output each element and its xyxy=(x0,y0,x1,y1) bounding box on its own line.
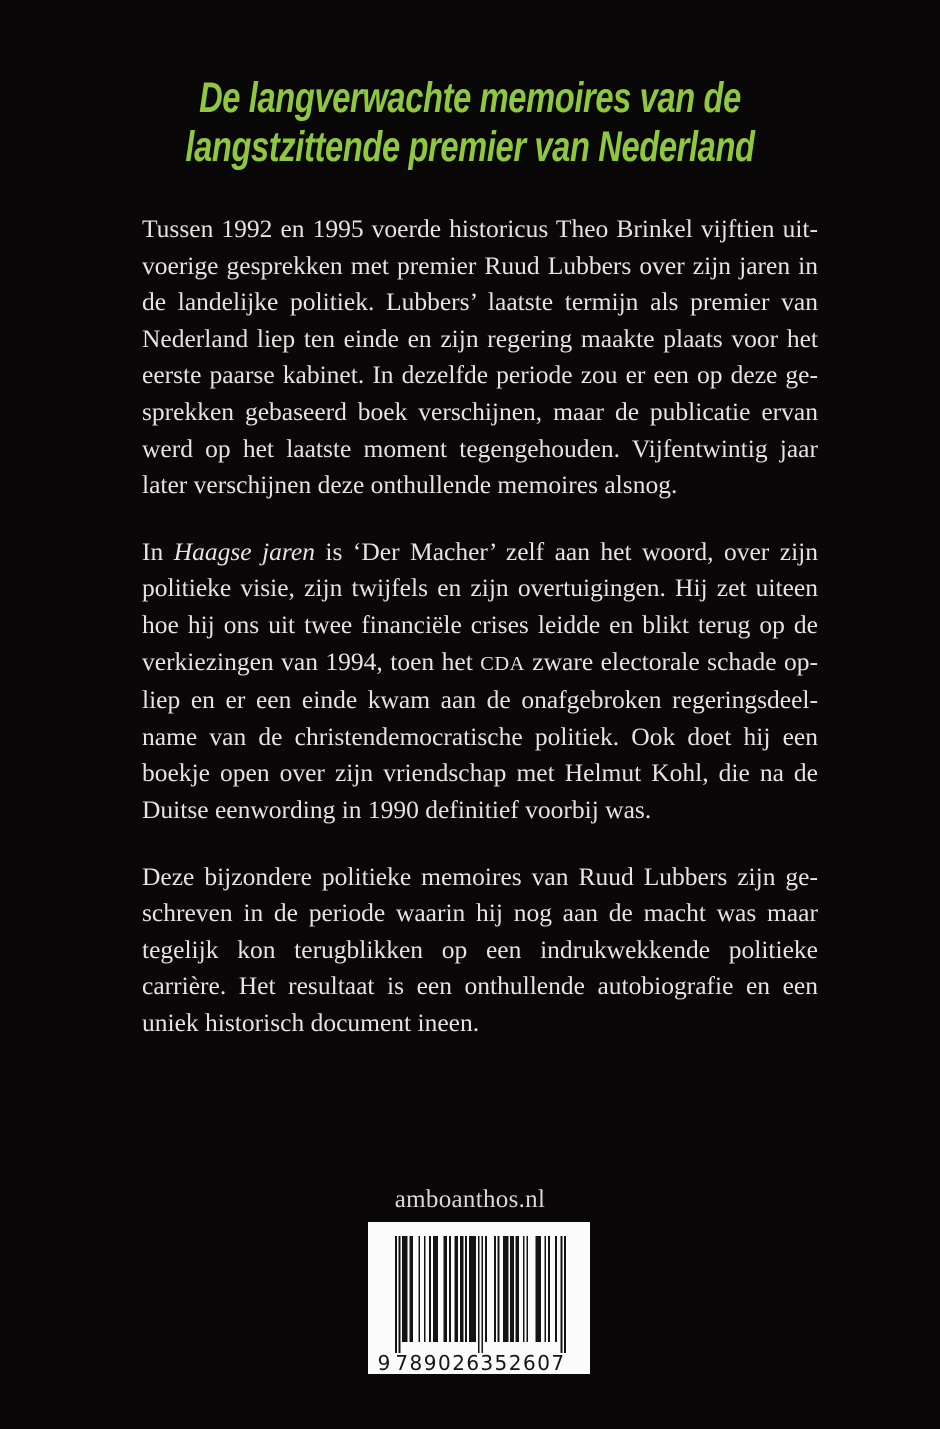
isbn-barcode xyxy=(368,1222,590,1374)
tagline-line-2: langstzittende premier van Nederland xyxy=(185,123,755,171)
blurb-line: schreven in de periode waarin hij nog aan de macht was maar xyxy=(142,898,818,928)
blurb-line: uniek historisch document ineen. xyxy=(142,1007,480,1037)
blurb-line: In Haagse jaren is ‘Der Macher’ zelf aan het woord, over zijn xyxy=(142,536,818,566)
tagline xyxy=(113,74,827,172)
blurb-line: later verschijnen deze onthullende memoires alsnog. xyxy=(142,470,678,500)
publisher-website: amboanthos.nl xyxy=(394,1186,546,1213)
blurb-line: Nederland liep ten einde en zijn regering maakte plaats voor het xyxy=(142,323,818,353)
tagline-line-1: De langverwachte memoires van de xyxy=(199,74,741,122)
blurb-line: tegelijk kon terugblikken op een indrukwekkende politieke xyxy=(142,934,818,964)
blurb-line: werd op het laatste moment tegengehouden. Vijfentwintig jaar xyxy=(142,433,818,463)
isbn-digits-right: 352607 xyxy=(480,1351,566,1374)
barcode-bars xyxy=(395,1236,566,1353)
blurb-line: Tussen 1992 en 1995 voerde historicus Theo Brinkel vijftien uit- xyxy=(142,214,818,243)
blurb-line: de landelijke politiek. Lubbers’ laatste termijn als premier van xyxy=(142,287,818,317)
blurb-line: hoe hij ons uit twee financiële crises leidde en blikt terug op de xyxy=(142,609,818,639)
blurb-line: verkiezingen van 1994, toen het CDA zware electorale schade op- xyxy=(142,646,818,676)
blurb-line: Duitse eenwording in 1990 definitief voorbij was. xyxy=(142,794,652,824)
barcode-image xyxy=(368,1222,590,1374)
blurb-paragraph-2 xyxy=(142,534,818,829)
isbn-digit-first: 9 xyxy=(377,1351,391,1374)
blurb-text xyxy=(142,211,818,1071)
isbn-digits-left: 789026 xyxy=(395,1351,481,1374)
blurb-paragraph-1 xyxy=(142,211,818,504)
blurb-line: Deze bijzondere politieke memoires van Ruud Lubbers zijn ge- xyxy=(142,861,818,891)
blurb-line: carrière. Het resultaat is een onthullende autobiografie en een xyxy=(142,971,818,1001)
blurb-line: voerige gesprekken met premier Ruud Lubbers over zijn jaren in xyxy=(142,250,818,280)
blurb-line: name van de christendemocratische politiek. Ook doet hij een xyxy=(142,721,818,751)
blurb-line: sprekken gebaseerd boek verschijnen, maar de publicatie ervan xyxy=(142,396,818,426)
blurb-line: liep en er een einde kwam aan de onafgebroken regeringsdeel- xyxy=(142,685,818,715)
blurb-line: boekje open over zijn vriendschap met Helmut Kohl, die na de xyxy=(142,758,818,788)
blurb-paragraph-3 xyxy=(142,859,818,1042)
blurb-line: politieke visie, zijn twijfels en zijn overtuigingen. Hij zet uiteen xyxy=(142,573,818,603)
blurb-line: eerste paarse kabinet. In dezelfde periode zou er een op deze ge- xyxy=(142,360,818,390)
